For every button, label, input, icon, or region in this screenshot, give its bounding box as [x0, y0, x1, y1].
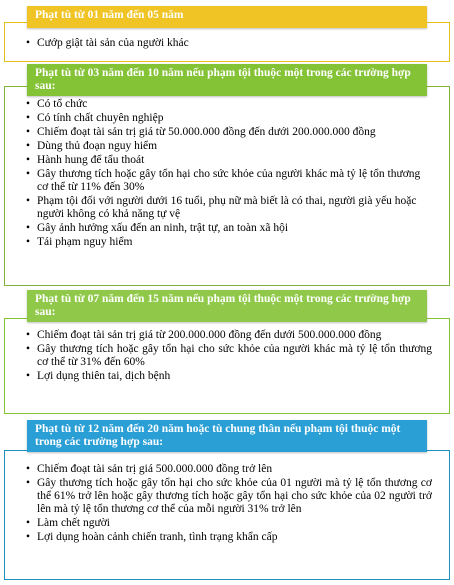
- bullet-icon: •: [26, 168, 31, 180]
- section-1-title: Phạt tù từ 01 năm đến 05 năm: [35, 9, 184, 21]
- section-3-header: [27, 290, 427, 322]
- list-item: • Hành hung để tẩu thoát: [26, 154, 145, 166]
- list-item: • Gây thương tích hoặc gây tổn hại cho sức khỏe của người khác mà tỷ lệ tổn thương cơ thể từ 11% đến 30%: [26, 168, 421, 193]
- section-1-list: [26, 37, 432, 51]
- bullet-icon: •: [26, 370, 31, 382]
- bullet-icon: •: [26, 463, 31, 475]
- section-1-header: [27, 6, 427, 28]
- section-2-header: [27, 64, 427, 96]
- section-2-title: Phạt tù từ 03 năm đến 10 năm nếu phạm tội thuộc một trong các trường hợp sau:: [35, 67, 411, 92]
- section-3-list: [26, 329, 432, 384]
- list-item: • Chiếm đoạt tài sản trị giá từ 50.000.000 đồng đến dưới 200.000.000 đồng: [26, 126, 376, 138]
- list-item: • Cướp giật tài sản của người khác: [26, 37, 189, 49]
- bullet-icon: •: [26, 126, 31, 138]
- bullet-icon: •: [26, 517, 31, 529]
- bullet-icon: •: [26, 140, 31, 152]
- section-2-list: [26, 98, 432, 250]
- bullet-icon: •: [26, 477, 31, 489]
- section-4-list: [26, 463, 432, 545]
- section-4-header: [27, 420, 427, 452]
- list-item: • Tái phạm nguy hiểm: [26, 236, 133, 248]
- bullet-icon: •: [26, 343, 31, 355]
- bullet-icon: •: [26, 154, 31, 166]
- list-item: • Chiếm đoạt tài sản trị giá 500.000.000 đồng trở lên: [26, 463, 273, 475]
- list-item: • Làm chết người: [26, 517, 110, 529]
- bullet-icon: •: [26, 329, 31, 341]
- list-item: • Có tính chất chuyên nghiệp: [26, 112, 164, 124]
- list-item: • Dùng thủ đoạn nguy hiểm: [26, 140, 158, 152]
- bullet-icon: •: [26, 531, 31, 543]
- list-item: • Có tổ chức: [26, 98, 88, 110]
- section-4-title: Phạt tù từ 12 năm đến 20 năm hoặc tù chung thân nếu phạm tội thuộc một trong các trường hợp sau:: [35, 423, 401, 448]
- bullet-icon: •: [26, 112, 31, 124]
- list-item: • Chiếm đoạt tài sản trị giá từ 200.000.000 đồng đến dưới 500.000.000 đồng: [26, 329, 382, 341]
- section-3-title: Phạt tù từ 07 năm đến 15 năm nếu phạm tội thuộc một trong các trường hợp sau:: [35, 293, 411, 318]
- bullet-icon: •: [26, 37, 31, 49]
- list-item: • Gây ảnh hưởng xấu đến an ninh, trật tự, an toàn xã hội: [26, 222, 289, 234]
- list-item: • Lợi dụng thiên tai, dịch bệnh: [26, 370, 171, 382]
- list-item: • Lợi dụng hoàn cảnh chiến tranh, tình trạng khẩn cấp: [26, 531, 278, 543]
- bullet-icon: •: [26, 98, 31, 110]
- bullet-icon: •: [26, 236, 31, 248]
- list-item: • Phạm tội đối với người dưới 16 tuổi, phụ nữ mà biết là có thai, người già yếu hoặc người không có khả năng tự vệ: [26, 195, 417, 220]
- bullet-icon: •: [26, 195, 31, 207]
- bullet-icon: •: [26, 222, 31, 234]
- list-item: • Gây thương tích hoặc gây tổn hại cho sức khỏe của 01 người mà tỷ lệ tổn thương cơ thể 61% trở lên hoặc gây thương tích hoặc gây tổn hại cho sức khỏe của 02 người trở lên mà tỷ lệ tổn thương cơ thể của mỗi người 31% trở lên: [26, 477, 432, 515]
- list-item: • Gây thương tích hoặc gây tổn hại cho sức khỏe của người khác mà tỷ lệ tổn thương cơ thể từ 31% đến 60%: [26, 343, 432, 368]
